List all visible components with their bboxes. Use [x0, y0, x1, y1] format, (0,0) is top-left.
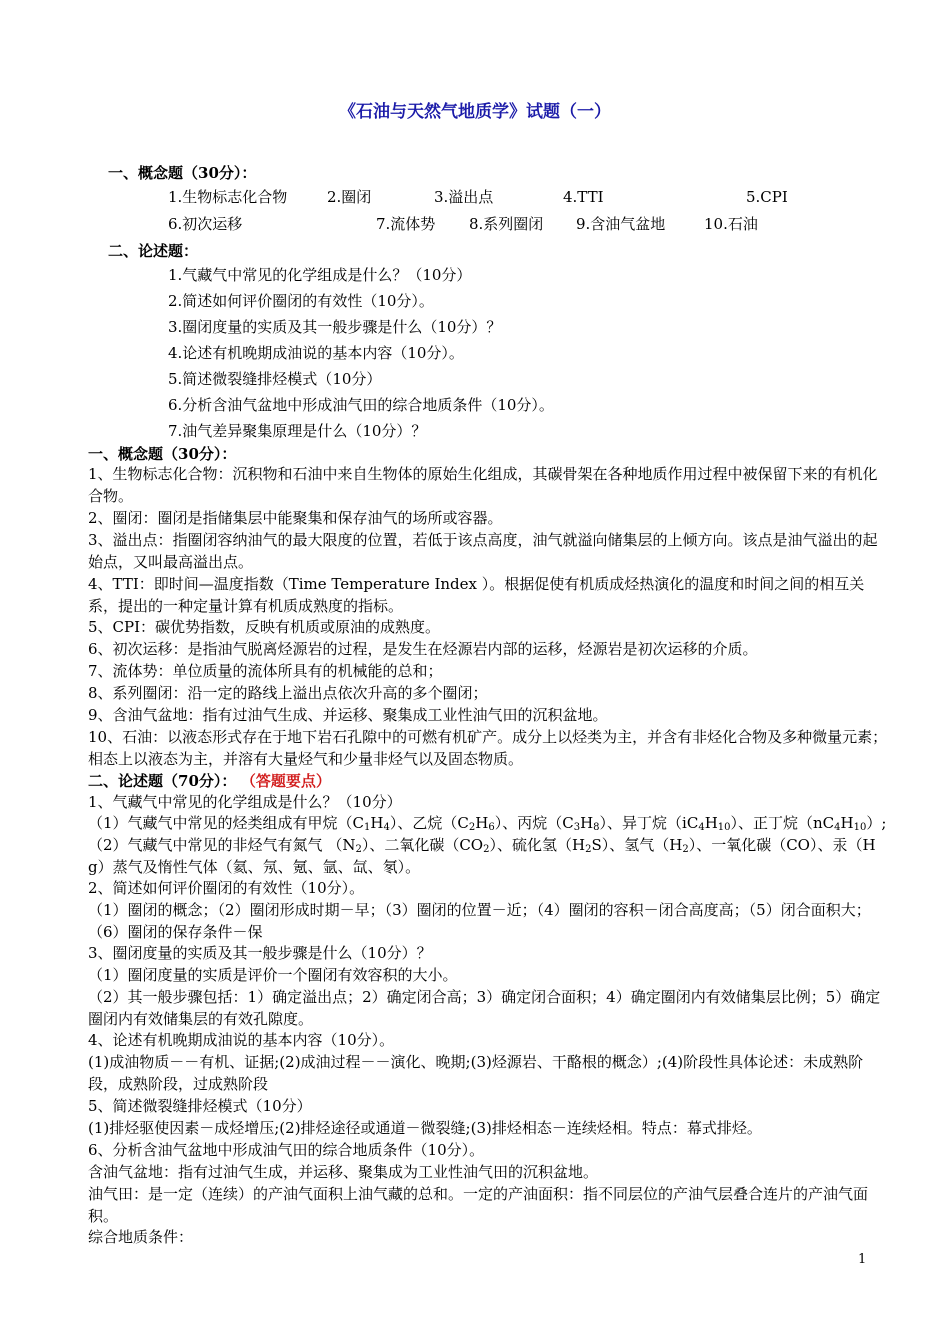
answer-paragraph: （1）圈闭的概念；（2）圈闭形成时期－早；（3）圈闭的位置－近；（4）圈闭的容积－闭合高度高；（5）闭合面积大；（6）圈闭的保存条件－保	[88, 901, 871, 941]
answer-paragraph: (1)排烃驱使因素－成烃增压;(2)排烃途径或通道－微裂缝;(3)排烃相态－连续烃相。特点：幕式排烃。	[88, 1119, 762, 1137]
essay-question: 3.圈闭度量的实质及其一般步骤是什么（10分）？	[168, 318, 502, 336]
answer-paragraph: 7、流体势：单位质量的流体所具有的机械能的总和；	[88, 662, 443, 680]
answer-question: 4、论述有机晚期成油说的基本内容（10分）。	[88, 1031, 395, 1049]
answer-paragraph: 3、溢出点：指圈闭容纳油气的最大限度的位置，若低于该点高度，油气就溢向储集层的上倾方向。该点是油气溢出的起始点，又叫最高溢出点。	[88, 531, 878, 571]
essay-question: 4.论述有机晚期成油说的基本内容（10分）。	[168, 344, 464, 362]
answer-question: 5、简述微裂缝排烃模式（10分）	[88, 1097, 312, 1115]
answer-paragraph: 综合地质条件：	[88, 1228, 194, 1246]
answer-question: 6、分析含油气盆地中形成油气田的综合地质条件（10分）。	[88, 1141, 485, 1159]
concept-item: 9.含油气盆地	[576, 215, 666, 233]
essay-question: 5.简述微裂缝排烃模式（10分）	[168, 370, 382, 388]
concept-item: 1.生物标志化合物	[168, 188, 288, 206]
answer-question: 3、圈闭度量的实质及其一般步骤是什么（10分）？	[88, 944, 432, 962]
concept-item: 3.溢出点	[434, 188, 494, 206]
document-title: 《石油与天然气地质学》试题（一）	[339, 102, 611, 122]
answer-heading-concepts: 一、概念题（30分）：	[88, 445, 237, 463]
concept-item: 5.CPI	[746, 188, 788, 206]
answer-paragraph: 含油气盆地：指有过油气生成，并运移、聚集成为工业性油气田的沉积盆地。	[88, 1163, 599, 1181]
answer-heading-essays	[88, 770, 331, 791]
essay-question: 6.分析含油气盆地中形成油气田的综合地质条件（10分）。	[168, 396, 554, 414]
answer-question: 1、气藏气中常见的化学组成是什么？（10分）	[88, 793, 402, 811]
concept-item: 7.流体势	[376, 215, 436, 233]
answer-paragraph: 油气田：是一定（连续）的产油气面积上油气藏的总和。一定的产油面积：指不同层位的产油气层叠合连片的产油气面积。	[88, 1185, 869, 1225]
page-number: 1	[858, 1252, 867, 1267]
concept-item: 4.TTI	[563, 188, 604, 206]
section-heading-concepts: 一、概念题（30分）：	[108, 164, 257, 182]
answer-paragraph: （1）圈闭度量的实质是评价一个圈闭有效容积的大小。	[88, 966, 458, 984]
concept-item: 10.石油	[704, 215, 758, 233]
concept-item: 6.初次运移	[168, 215, 243, 233]
answer-question: 2、简述如何评价圈闭的有效性（10分）。	[88, 879, 365, 897]
essay-question: 1.气藏气中常见的化学组成是什么？（10分）	[168, 266, 472, 284]
answer-paragraph: 4、TTI：即时间—温度指数（Time Temperature Index ）。根据促使有机质成烃热演化的温度和时间之间的相互关系，提出的一种定量计算有机质成熟度的指标。	[88, 575, 865, 615]
answer-paragraph: 10、石油：以液态形式存在于地下岩石孔隙中的可燃有机矿产。成分上以烃类为主，并含有非烃化合物及多种微量元素；相态上以液态为主，并溶有大量烃气和少量非烃气以及固态物质。	[88, 728, 888, 768]
answer-paragraph: 1、生物标志化合物：沉积物和石油中来自生物体的原始生化组成，其碳骨架在各种地质作用过程中被保留下来的有机化合物。	[88, 465, 878, 505]
answer-paragraph: 6、初次运移：是指油气脱离烃源岩的过程，是发生在烃源岩内部的运移，烃源岩是初次运移的介质。	[88, 640, 758, 658]
answer-paragraph: （2）气藏气中常见的非烃气有氮气 $(N_2)$、二氧化碳$(CO_2)$、硫化氢$(H_2S)$、氢气$(H_2)$、一氧化碳（CO）、汞（Hg）蒸气及惰性气体（氦、氖、氪、氩、氙、氡）。	[88, 836, 876, 876]
essay-question: 7.油气差异聚集原理是什么（10分）？	[168, 422, 427, 440]
answer-paragraph: 9、含油气盆地：指有过油气生成、并运移、聚集成工业性油气田的沉积盆地。	[88, 706, 608, 724]
answer-paragraph: 2、圈闭：圈闭是指储集层中能聚集和保存油气的场所或容器。	[88, 509, 503, 527]
answer-paragraph: (1)成油物质－－有机、证据;(2)成油过程－－演化、晚期;(3)烃源岩、干酪根的概念）;(4)阶段性具体论述：未成熟阶段，成熟阶段，过成熟阶段	[88, 1053, 864, 1093]
answer-key-note: （答题要点）	[248, 772, 331, 790]
concept-item: 2.圈闭	[327, 188, 372, 206]
answer-paragraph: 5、CPI：碳优势指数，反映有机质或原油的成熟度。	[88, 618, 441, 636]
answer-paragraph: （2）其一般步骤包括：1）确定溢出点；2）确定闭合高；3）确定闭合面积；4）确定圈闭内有效储集层比例；5）确定圈闭内有效储集层的有效孔隙度。	[88, 988, 881, 1028]
essay-question: 2.简述如何评价圈闭的有效性（10分）。	[168, 292, 434, 310]
answer-paragraph: （1）气藏气中常见的烃类组成有甲烷$(C_1H_4)$、乙烷$(C_2H_6)$、丙烷$(C_3H_8)$、异丁烷$(iC_4H_{10})$、正丁烷$(nC_4H_{10})$;	[88, 814, 887, 833]
answer-paragraph: 8、系列圈闭：沿一定的路线上溢出点依次升高的多个圈闭；	[88, 684, 488, 702]
answer-heading-essays-text: 二、论述题（70分）：	[88, 772, 237, 790]
section-heading-essays: 二、论述题：	[108, 242, 199, 260]
concept-item: 8.系列圈闭	[469, 215, 544, 233]
